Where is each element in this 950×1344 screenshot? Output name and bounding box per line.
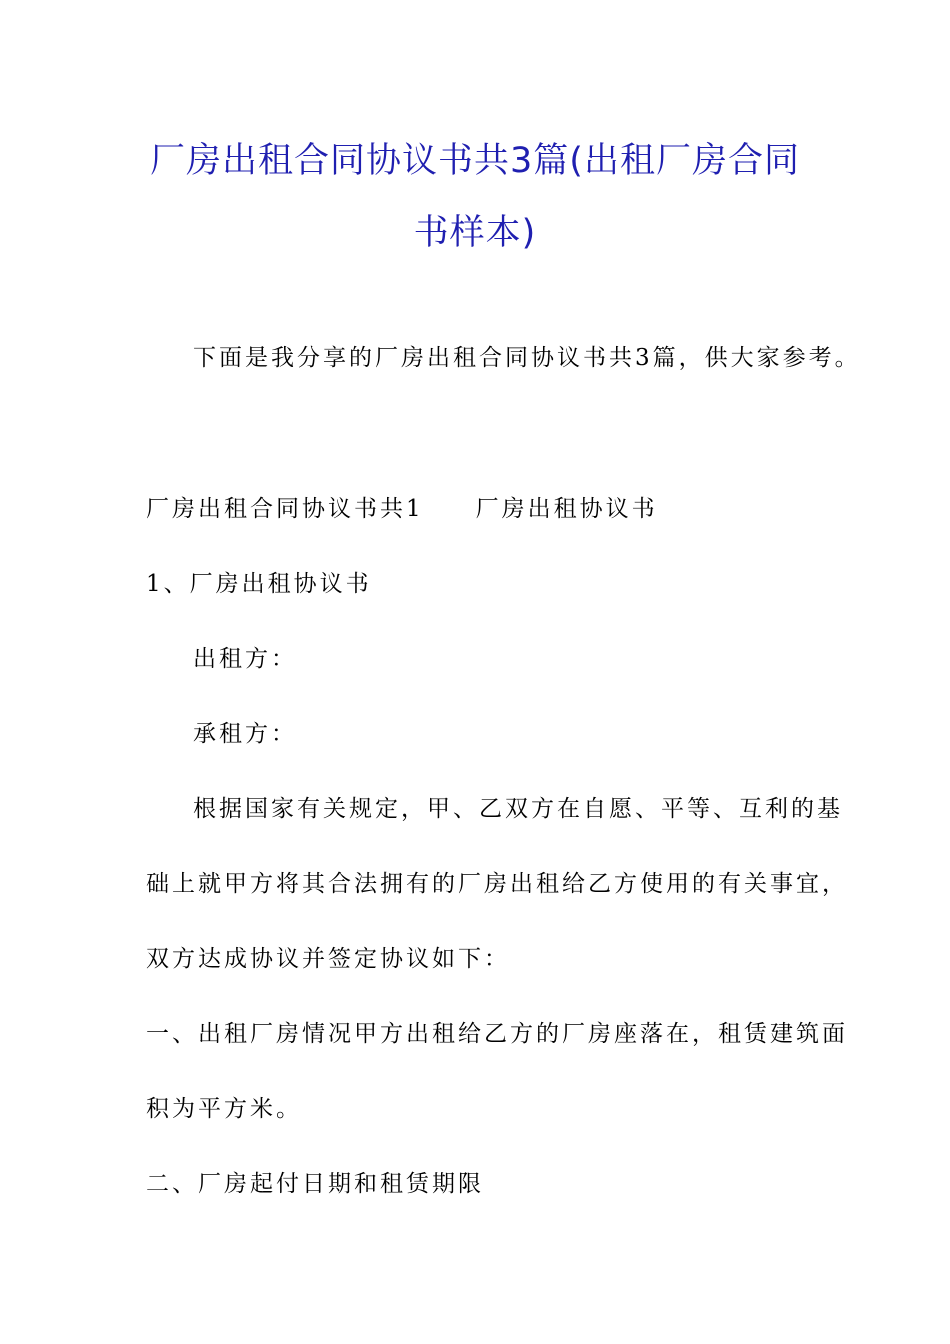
clause-line: 积为平方米。 [146, 1096, 302, 1122]
document-title-line-1: 厂房出租合同协议书共3篇(出租厂房合同 [150, 141, 800, 181]
clause-heading: 二、厂房起付日期和租赁期限 [146, 1171, 484, 1197]
lessor-field: 出租方： [193, 646, 297, 672]
lessee-field: 承租方： [193, 721, 297, 747]
document-title-line-2: 书样本) [413, 213, 537, 253]
paragraph-line: 双方达成协议并签定协议如下： [146, 946, 510, 972]
clause-line: 一、出租厂房情况甲方出租给乙方的厂房座落在，租赁建筑面 [146, 1021, 848, 1047]
section-heading: 厂房出租合同协议书共1 厂房出租协议书 [146, 496, 658, 522]
paragraph-line: 础上就甲方将其合法拥有的厂房出租给乙方使用的有关事宜， [146, 871, 848, 897]
intro-paragraph: 下面是我分享的厂房出租合同协议书共3篇，供大家参考。 [193, 345, 861, 371]
item-heading: 1、厂房出租协议书 [146, 571, 372, 597]
paragraph-line: 根据国家有关规定，甲、乙双方在自愿、平等、互利的基 [193, 796, 843, 822]
